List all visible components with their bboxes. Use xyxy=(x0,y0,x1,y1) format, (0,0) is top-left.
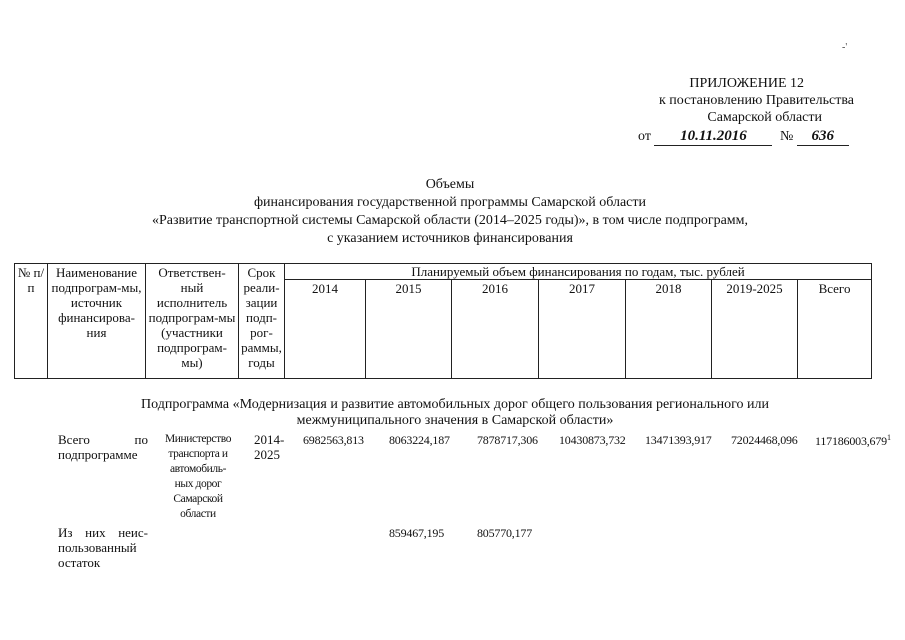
date-prefix: от xyxy=(638,129,651,144)
unused-label-word2: них xyxy=(85,525,106,540)
header-year-2014: 2014 xyxy=(285,280,366,379)
header-total: Всего xyxy=(798,280,872,379)
total-label-word2: по xyxy=(134,432,148,447)
total-2017: 10430873,732 xyxy=(559,433,626,447)
header-term: Срок реали-зации подп-рог-раммы, годы xyxy=(239,264,285,379)
total-2019-2025: 72024468,096 xyxy=(731,433,798,447)
row-total-term xyxy=(254,432,298,462)
row-unused-label xyxy=(58,525,148,570)
executor-line: области xyxy=(180,508,216,520)
title-line2: финансирования государственной программы Самарской области xyxy=(253,195,646,210)
subprogram-line1: Подпрограмма «Модернизация и развитие автомобильных дорог общего пользования регионального или xyxy=(141,397,769,412)
financing-header-table xyxy=(14,263,872,379)
unused-label-line3: остаток xyxy=(58,555,101,570)
unused-2015: 859467,195 xyxy=(389,526,445,540)
unused-label-word1: Из xyxy=(58,525,73,540)
executor-line: Министерство xyxy=(164,433,232,445)
total-2016: 7878717,306 xyxy=(477,433,538,447)
executor-line: Самарской xyxy=(173,493,223,505)
total-2018: 13471393,917 xyxy=(645,433,712,447)
header-year-2016: 2016 xyxy=(452,280,539,379)
row-total-label xyxy=(58,432,148,462)
title-line4: с указанием источников финансирования xyxy=(327,231,573,246)
title-line1: Объемы xyxy=(425,177,475,192)
header-year-2017: 2017 xyxy=(539,280,626,379)
total-all xyxy=(815,433,891,449)
total-2014: 6982563,813 xyxy=(303,433,364,447)
row-total-executor xyxy=(152,432,244,522)
header-year-2018: 2018 xyxy=(626,280,712,379)
header-num: № п/п xyxy=(15,264,48,379)
appendix-date-line xyxy=(600,128,860,146)
executor-line: автомобиль- xyxy=(169,463,227,475)
total-all-value: 117186003,679 xyxy=(815,434,887,448)
header-year-2015: 2015 xyxy=(366,280,452,379)
footnote-mark: 1 xyxy=(886,433,891,442)
appendix-block xyxy=(600,75,860,146)
header-planned: Планируемый объем финансирования по годам, тыс. рублей xyxy=(285,264,872,280)
title-line3: «Развитие транспортной системы Самарской области (2014–2025 годы)», в том числе подпрограмм, xyxy=(151,213,749,228)
unused-label-word3: неис- xyxy=(118,525,148,540)
header-name: Наименование подпрограм-мы, источник финансирова-ния xyxy=(48,264,146,379)
handwritten-number: 636 xyxy=(797,128,849,146)
appendix-title: ПРИЛОЖЕНИЕ 12 xyxy=(689,76,804,91)
document-title xyxy=(100,176,800,248)
total-label-word3: подпрограмме xyxy=(58,447,138,462)
unused-2016: 805770,177 xyxy=(477,526,533,540)
subprogram-title xyxy=(60,397,850,429)
appendix-line1: к постановлению Правительства xyxy=(658,93,854,108)
executor-line: ных дорог xyxy=(174,478,222,490)
total-2015: 8063224,187 xyxy=(389,433,450,447)
subprogram-line2: межмуниципального значения в Самарской области» xyxy=(296,413,614,428)
unused-label-line2: пользованный xyxy=(58,540,137,555)
term-line2: 2025 xyxy=(254,447,280,462)
term-line1: 2014- xyxy=(254,432,285,447)
header-executor: Ответствен-ный исполнитель подпрограм-мы (участники подпрограм-мы) xyxy=(146,264,239,379)
executor-line: транспорта и xyxy=(168,448,228,460)
appendix-line2: Самарской области xyxy=(707,110,822,125)
number-prefix: № xyxy=(779,129,794,144)
total-label-word1: Всего xyxy=(58,432,90,447)
header-year-2019-2025: 2019-2025 xyxy=(712,280,798,379)
corner-mark: -' xyxy=(842,42,848,53)
handwritten-date: 10.11.2016 xyxy=(654,128,772,146)
